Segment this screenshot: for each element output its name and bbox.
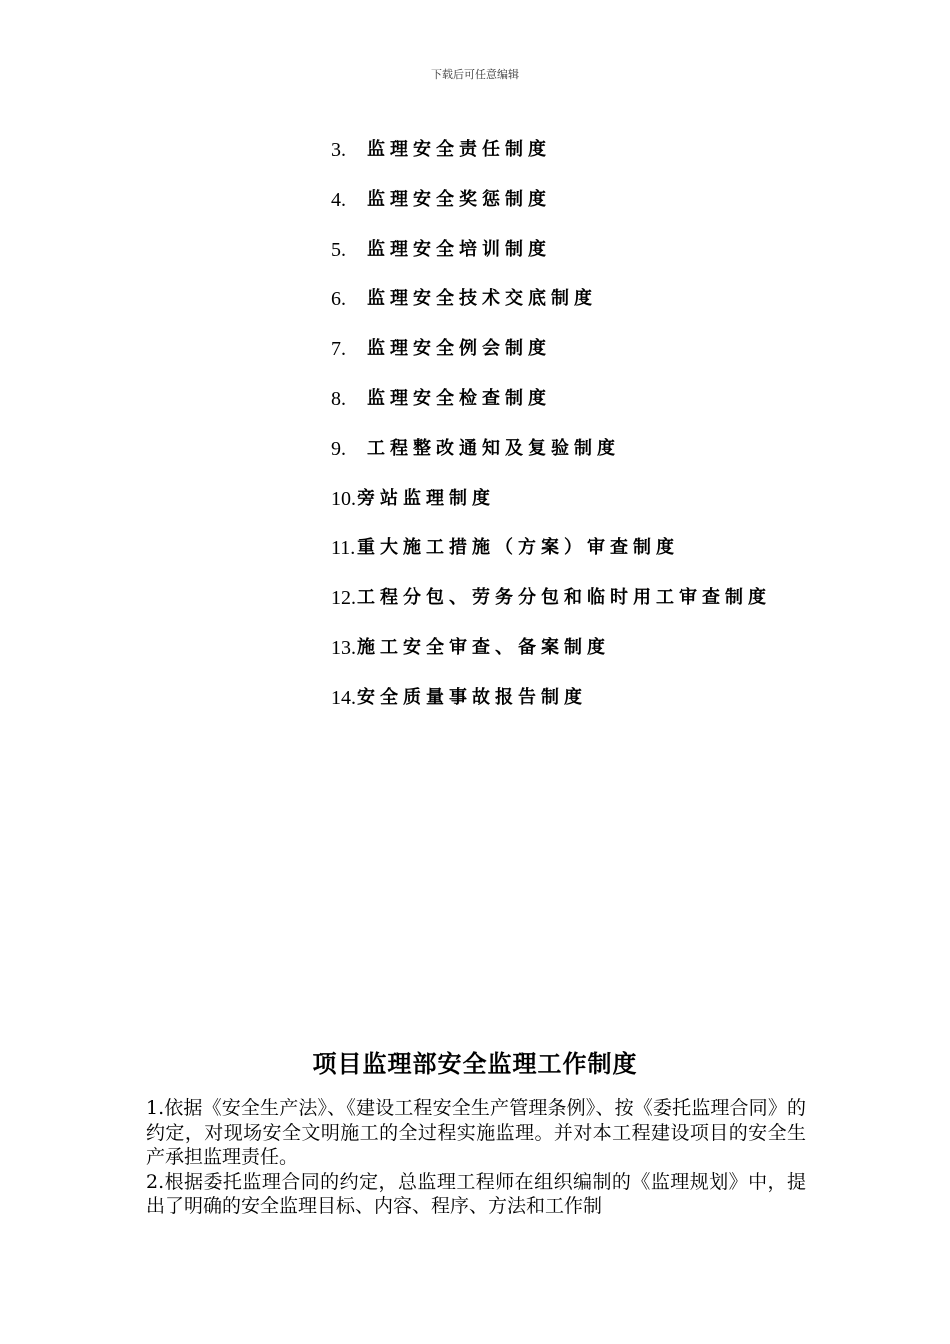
toc-item-number: 5.: [331, 238, 346, 261]
page-header-note: 下载后可任意编辑: [431, 68, 519, 81]
toc-item-number: 13.: [331, 636, 356, 659]
toc-item: [331, 186, 771, 236]
toc-item: [331, 634, 771, 684]
toc-item-text: 监理安全检查制度: [367, 387, 551, 409]
toc-item-text: 监理安全培训制度: [367, 238, 551, 260]
toc-item-number: 8.: [331, 387, 346, 410]
section-body: [146, 1096, 806, 1219]
toc-item-text: 监理安全技术交底制度: [367, 288, 597, 310]
toc-item: [331, 485, 771, 535]
section-title: 项目监理部安全监理工作制度: [312, 1050, 638, 1079]
toc-item: [331, 136, 771, 186]
toc-item: [331, 584, 771, 634]
toc-item-number: 9.: [331, 437, 346, 460]
toc-item-number: 7.: [331, 338, 346, 361]
toc-item-number: 11.: [331, 537, 356, 560]
toc-item: [331, 435, 771, 485]
toc-item-text: 工程分包、劳务分包和临时用工审查制度: [357, 587, 771, 609]
toc-item: [331, 385, 771, 435]
toc-item-number: 4.: [331, 188, 346, 211]
toc-item-text: 重大施工措施（方案）审查制度: [357, 537, 679, 559]
toc-item-number: 3.: [331, 139, 346, 161]
toc-item-text: 工程整改通知及复验制度: [367, 437, 620, 459]
toc-item: [331, 335, 771, 385]
toc-item-text: 安全质量事故报告制度: [357, 686, 587, 708]
toc-item: [331, 534, 771, 584]
toc-item-number: 12.: [331, 587, 356, 610]
toc-item: [331, 236, 771, 286]
toc-item-number: 6.: [331, 288, 346, 311]
toc-list: [331, 136, 771, 734]
toc-item-text: 旁站监理制度: [357, 487, 495, 509]
toc-item-text: 监理安全责任制度: [367, 139, 551, 160]
toc-item-text: 施工安全审查、备案制度: [357, 636, 610, 658]
toc-item-number: 10.: [331, 487, 356, 510]
toc-item-text: 监理安全奖惩制度: [367, 188, 551, 210]
body-paragraph: 2.根据委托监理合同的约定，总监理工程师在组织编制的《监理规划》中，提出了明确的安全监理目标、内容、程序、方法和工作制: [146, 1170, 806, 1217]
toc-item: [331, 285, 771, 335]
body-paragraph: 1.依据《安全生产法》、《建设工程安全生产管理条例》、按《委托监理合同》的约定，对现场安全文明施工的全过程实施监理。并对本工程建设项目的安全生产承担监理责任。: [146, 1097, 806, 1168]
toc-item-number: 14.: [331, 686, 356, 709]
toc-item-text: 监理安全例会制度: [367, 338, 551, 360]
toc-item: [331, 684, 771, 734]
